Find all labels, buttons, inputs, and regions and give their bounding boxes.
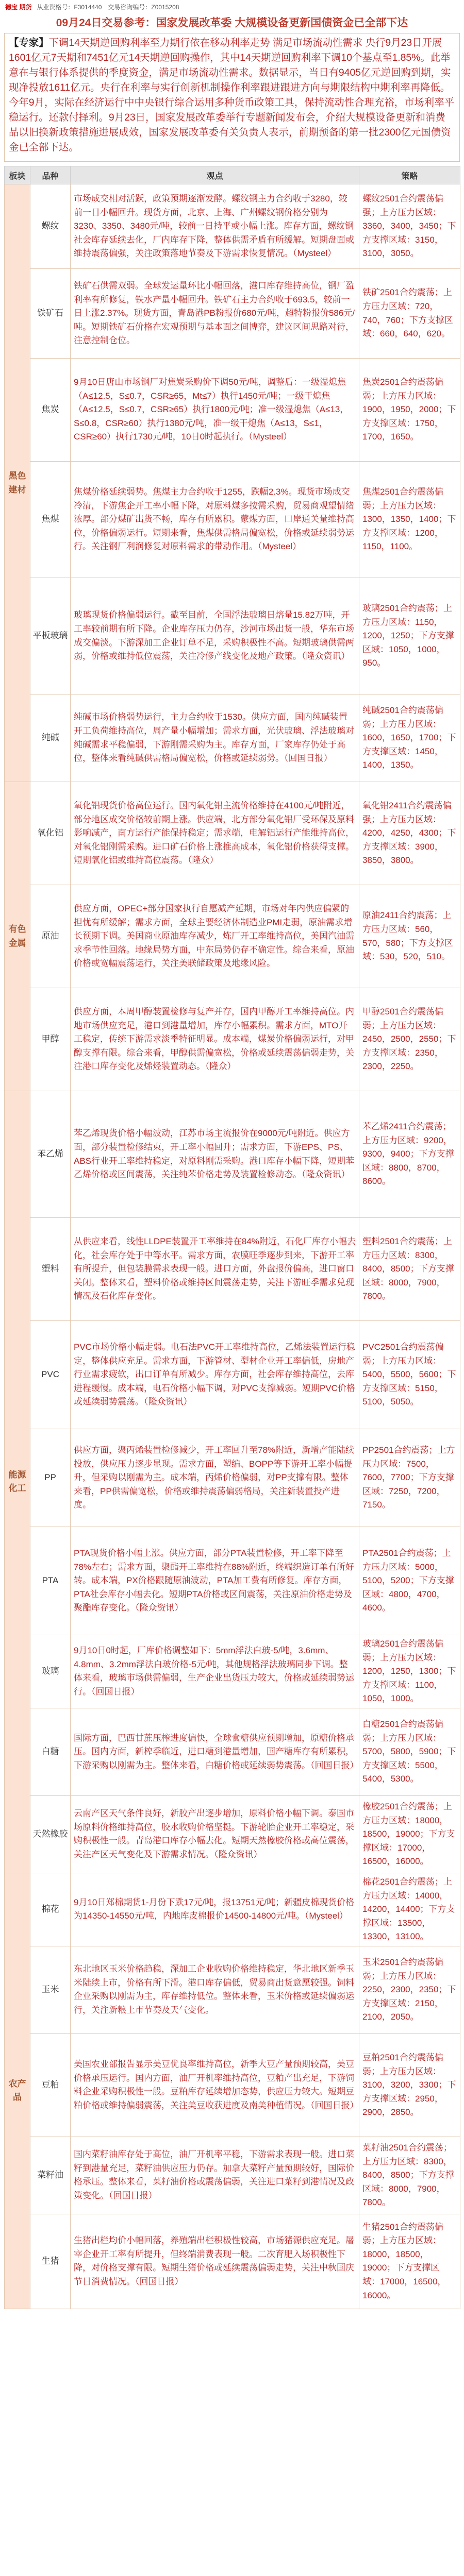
variety-cell: 甲醇 — [30, 988, 71, 1091]
table-row — [5, 184, 460, 269]
variety-cell: 氧化铝 — [30, 782, 71, 885]
view-cell: 纯碱市场价格弱势运行，主力合约收于1530。供应方面，国内纯碱装置开工负荷维持高位，周产量小幅增加；需求方面，光伏玻璃、浮法玻璃对纯碱需求平稳偏弱，下游刚需采购为主。库存方面，厂家库存仍处于高位，整体来看纯碱供需格局偏宽松，价格或延续弱势。（回国日报） — [71, 694, 359, 782]
strategy-cell: 菜籽油2501合约震荡；上方压力区域：8300，8400，8500；下方支撑区域：8000，7900，7800。 — [359, 2137, 460, 2214]
sector-cell: 能源化工 — [5, 1091, 30, 1873]
header-meta: 从业资格号：F3014440 交易咨询编号：Z0015208 — [37, 3, 179, 11]
view-cell: 氧化铝现货价格高位运行。国内氧化铝主流价格维持在4100元/吨附近，部分地区成交价格较前期上涨。供应端，北方部分氧化铝厂受环保及原料影响减产，南方运行产能保持稳定；需求端，电解铝运行产能维持高位，对氧化铝刚需采购。进口矿石价格上涨推高成本，氧化铝价格获得支撑。短期氧化铝或维持高位震荡。（隆众） — [71, 782, 359, 885]
strategy-cell: 棉花2501合约震荡；上方压力区域：14000，14200，14400；下方支撑区域：13500，13300，13100。 — [359, 1873, 460, 1946]
market-table — [4, 166, 460, 2309]
table-row — [5, 1218, 460, 1321]
table-row — [5, 2214, 460, 2309]
strategy-cell: 玉米2501合约震荡偏弱；上方压力区域：2250，2300，2350；下方支撑区域：2150，2100，2050。 — [359, 1946, 460, 2033]
variety-cell: 原油 — [30, 885, 71, 988]
table-row — [5, 885, 460, 988]
strategy-cell: PTA2501合约震荡；上方压力区域：5000，5100，5200；下方支撑区域：4800，4700，4600。 — [359, 1527, 460, 1635]
table-row — [5, 1321, 460, 1429]
table-row — [5, 988, 460, 1091]
table-row — [5, 1527, 460, 1635]
table-row — [5, 694, 460, 782]
col-strategy: 策略 — [359, 166, 460, 184]
view-cell: 9月10日郑棉期货1-月份下跌17元/吨，报13751元/吨；新疆皮棉现货价格为14350-14550元/吨，内地库皮棉报价14500-14800元/吨。（Mysteel） — [71, 1873, 359, 1946]
strategy-cell: 生猪2501合约震荡偏弱；上方压力区域：18000，18500，19000；下方支撑区域：17000，16500，16000。 — [359, 2214, 460, 2309]
variety-cell: 塑料 — [30, 1218, 71, 1321]
variety-cell: 纯碱 — [30, 694, 71, 782]
view-cell: 东北地区玉米价格趋稳，深加工企业收购价格维持稳定，华北地区新季玉米陆续上市，价格有所下滑。港口库存偏低，贸易商出货意愿较强。饲料企业采购以刚需为主，库存维持低位。整体来看，玉米价格或延续偏弱运行，关注新粮上市节奏及天气变化。 — [71, 1946, 359, 2033]
col-variety: 品种 — [30, 166, 71, 184]
view-cell: 9月10日0时起，厂库价格调整如下：5mm浮法白玻-5/吨，3.6mm、4.8mm、3.2mm浮法白玻价格-5元/吨，其他规格浮法玻璃同步下调。整体来看，玻璃市场供需偏弱，生产企业出货压力较大，价格或延续弱势运行。（回国日报） — [71, 1635, 359, 1708]
view-cell: PTA现货价格小幅上涨。供应方面，部分PTA装置检修，开工率下降至78%左右；需求方面，聚酯开工率维持在88%附近，终端织造订单有所好转。成本端，PX价格跟随原油波动，PTA加工费有所修复。库存方面，PTA社会库存小幅去化。短期PTA价格或区间震荡，关注原油价格走势及聚酯库存变化。（隆众资讯） — [71, 1527, 359, 1635]
view-cell: 供应方面，OPEC+部分国家执行自愿减产延期，市场对年内供应偏紧的担忧有所缓解；需求方面，全球主要经济体制造业PMI走弱，原油需求增长预期下调。美国商业原油库存减少，炼厂开工率维持高位，美国汽油需求季节性回落。地缘局势方面，中东局势仍存不确定性。综合来看，原油价格或宽幅震荡运行，关注美联储政策及地缘风险。 — [71, 885, 359, 988]
variety-cell: 生猪 — [30, 2214, 71, 2309]
table-row — [5, 462, 460, 578]
strategy-cell: 焦炭2501合约震荡偏弱；上方压力区域：1900，1950，2000；下方支撑区域：1750，1700，1650。 — [359, 359, 460, 462]
view-cell: 铁矿石供需双弱。全球发运量环比小幅回落，港口库存维持高位，钢厂盈利率有所修复，铁水产量小幅回升。铁矿石主力合约收于693.5，较前一日上涨2.37%。现货方面，青岛港PB粉报价680元/吨，超特粉报价586元/吨。短期铁矿石价格在宏观预期与基本面之间博弈，建议区间思路对待，注意控制仓位。 — [71, 269, 359, 359]
variety-cell: 棉花 — [30, 1873, 71, 1946]
view-cell: 供应方面，聚丙烯装置检修减少，开工率回升至78%附近，新增产能陆续投放，供应压力逐步显现。需求方面，塑编、BOPP等下游开工率小幅提升，但采购以刚需为主。成本端，丙烯价格偏弱，对PP支撑有限。整体来看，PP供需偏宽松，价格或维持震荡偏弱格局，关注新装置投产进度。 — [71, 1429, 359, 1527]
strategy-cell: 焦煤2501合约震荡偏弱；上方压力区域：1300，1350，1400；下方支撑区域：1200，1150，1100。 — [359, 462, 460, 578]
variety-cell: PVC — [30, 1321, 71, 1429]
col-view: 观点 — [71, 166, 359, 184]
variety-cell: 铁矿石 — [30, 269, 71, 359]
focus-text: 下调14天期逆回购利率至力期行依在移动利率走势 满足市场流动性需求 央行9月23日开展1601亿元7天期和7451亿元14天期逆回购操作，其中14天期逆回购利率下调10个基点至1.85%。此举意在与银行体系提供的季度资金，满足市场流动性需求。数据显示，当日有9405亿元逆回购到期，实现净投放1611亿元。央行在利率与实行创新机制操作利率跟进跟进方向与期限结构中期利率再降低。今年9月，实际在经济运行中中央银行综合运用多种货币政策工具，保持流动性合理充裕，市场利率平稳运行。还款付择利。9月23日，国家发展改革委举行专题新闻发布会，介绍大规模设备更新和消费品以旧换新政策措施进展成效，国家发展改革委有关负责人表示，前期预备的第一批2300亿元国债资金已全部下达。 — [9, 37, 454, 153]
table-row — [5, 1429, 460, 1527]
variety-cell: 焦炭 — [30, 359, 71, 462]
table-row — [5, 1708, 460, 1795]
table-row — [5, 578, 460, 694]
focus-label: 【专家】 — [9, 37, 49, 48]
strategy-cell: 苯乙烯2411合约震荡；上方压力区域：9200，9300，9400；下方支撑区域：8800，8700，8600。 — [359, 1091, 460, 1218]
strategy-cell: 纯碱2501合约震荡偏弱；上方压力区域：1600，1650，1700；下方支撑区域：1450，1400，1350。 — [359, 694, 460, 782]
strategy-cell: 玻璃2501合约震荡；上方压力区域：1150，1200，1250；下方支撑区域：1050，1000，950。 — [359, 578, 460, 694]
variety-cell: 平板玻璃 — [30, 578, 71, 694]
strategy-cell: 原油2411合约震荡；上方压力区域：560，570，580；下方支撑区域：530，520，510。 — [359, 885, 460, 988]
strategy-cell: 豆粕2501合约震荡偏弱；上方压力区域：3100，3200，3300；下方支撑区域：2950，2900，2850。 — [359, 2033, 460, 2137]
table-row — [5, 2033, 460, 2137]
sector-cell: 农产品 — [5, 1873, 30, 2309]
table-row — [5, 269, 460, 359]
table-row — [5, 2137, 460, 2214]
focus-box — [4, 33, 460, 162]
strategy-cell: 螺纹2501合约震荡偏强；上方压力区域：3360，3400，3450；下方支撑区域：3150，3100，3050。 — [359, 184, 460, 269]
strategy-cell: 玻璃2501合约震荡偏弱；上方压力区域：1200，1250，1300；下方支撑区域：1100，1050，1000。 — [359, 1635, 460, 1708]
header-bar — [0, 0, 464, 13]
variety-cell: 白糖 — [30, 1708, 71, 1795]
variety-cell: 豆粕 — [30, 2033, 71, 2137]
table-row — [5, 1873, 460, 1946]
variety-cell: 天然橡胶 — [30, 1795, 71, 1873]
strategy-cell: 铁矿2501合约震荡；上方压力区域：720，740，760；下方支撑区域：660，640，620。 — [359, 269, 460, 359]
view-cell: 玻璃现货价格偏弱运行。截至目前，全国浮法玻璃日熔量15.82万吨，开工率较前期有所下降。企业库存压力仍存，沙河市场出货一般，华东市场成交偏淡。下游深加工企业订单不足，采购积极性不高。短期玻璃供需两弱，价格或维持低位震荡，关注冷修产线变化及地产政策。（隆众资讯） — [71, 578, 359, 694]
strategy-cell: PP2501合约震荡；上方压力区域：7500，7600，7700；下方支撑区域：7250，7200，7150。 — [359, 1429, 460, 1527]
view-cell: 供应方面，本周甲醇装置检修与复产并存，国内甲醇开工率维持高位。内地市场供应充足，港口到港量增加，库存小幅累积。需求方面，MTO开工稳定，传统下游需求淡季特征明显。成本端，煤炭价格偏弱运行，对甲醇支撑有限。综合来看，甲醇供需偏宽松，价格或延续震荡偏弱走势，关注港口库存变化及烯烃装置动态。（隆众） — [71, 988, 359, 1091]
variety-cell: 玻璃 — [30, 1635, 71, 1708]
variety-cell: PP — [30, 1429, 71, 1527]
view-cell: 从供应来看，线性LLDPE装置开工率维持在84%附近，石化厂库存小幅去化，社会库存处于中等水平。需求方面，农膜旺季逐步到来，下游开工率有所提升，但包装膜需求表现一般。进口方面，外盘报价偏高，进口窗口关闭。整体来看，塑料价格或维持区间震荡走势，关注下游旺季需求兑现情况及石化库存变化。 — [71, 1218, 359, 1321]
variety-cell: 菜籽油 — [30, 2137, 71, 2214]
table-header-row — [5, 166, 460, 184]
view-cell: 国内菜籽油库存处于高位，油厂开机率平稳，下游需求表现一般。进口菜籽到港量充足，菜籽油供应压力仍存。加拿大菜籽产量预期较好，国际价格承压。整体来看，菜籽油价格或震荡偏弱，关注进口菜籽到港情况及政策变化。（回国日报） — [71, 2137, 359, 2214]
view-cell: 国际方面，巴西甘蔗压榨进度偏快，全球食糖供应预期增加，原糖价格承压。国内方面，新榨季临近，进口糖到港量增加，国产糖库存有所累积，下游采购以刚需为主。整体来看，白糖价格或延续弱势震荡。（回国日报） — [71, 1708, 359, 1795]
view-cell: PVC市场价格小幅走弱。电石法PVC开工率维持高位，乙烯法装置运行稳定，整体供应充足。需求方面，下游管材、型材企业开工率偏低，房地产行业需求疲软，出口订单有所减少。库存方面，社会库存维持高位，去库进程缓慢。成本端，电石价格小幅下调，对PVC支撑减弱。短期PVC价格或延续弱势震荡。（隆众资讯） — [71, 1321, 359, 1429]
strategy-cell: PVC2501合约震荡偏弱；上方压力区域：5400，5500，5600；下方支撑区域：5150，5100，5050。 — [359, 1321, 460, 1429]
col-sector: 板块 — [5, 166, 30, 184]
view-cell: 生猪出栏均价小幅回落，养殖端出栏积极性较高，市场猪源供应充足。屠宰企业开工率有所提升，但终端消费表现一般。二次育肥入场积极性下降，对价格支撑有限。短期生猪价格或延续震荡偏弱走势，关注中秋国庆节日消费情况。（回国日报） — [71, 2214, 359, 2309]
company-logo: 德宝 期货 — [5, 3, 32, 11]
table-row — [5, 1635, 460, 1708]
view-cell: 市场成交相对活跃，政策预期逐渐发酵。螺纹钢主力合约收于3280，较前一日小幅回升。现货方面，北京、上海、广州螺纹钢价格分别为3230、3350、3480元/吨，较前一日持平或小幅上涨。库存方面，螺纹钢社会库存延续去化，厂内库存下降，整体供需矛盾有所缓解。短期盘面或维持震荡偏强，关注政策落地节奏及下游需求恢复情况。（Mysteel） — [71, 184, 359, 269]
sector-cell: 黑色建材 — [5, 184, 30, 782]
strategy-cell: 氧化铝2411合约震荡偏强；上方压力区域：4200，4250，4300；下方支撑区域：3900，3850，3800。 — [359, 782, 460, 885]
strategy-cell: 白糖2501合约震荡偏弱；上方压力区域：5700，5800，5900；下方支撑区域：5500，5400，5300。 — [359, 1708, 460, 1795]
page-title: 09月24日交易参考：国家发展改革委 大规模设备更新国债资金已全部下达 — [56, 17, 408, 29]
variety-cell: 焦煤 — [30, 462, 71, 578]
table-row — [5, 1946, 460, 2033]
strategy-cell: 塑料2501合约震荡；上方压力区域：8300，8400，8500；下方支撑区域：8000，7900，7800。 — [359, 1218, 460, 1321]
variety-cell: PTA — [30, 1527, 71, 1635]
variety-cell: 苯乙烯 — [30, 1091, 71, 1218]
view-cell: 焦煤价格延续弱势。焦煤主力合约收于1255，跌幅2.3%。现货市场成交冷清，下游焦企开工率小幅下降，对原料煤多按需采购，贸易商观望情绪浓厚。部分煤矿出货不畅，库存有所累积。蒙煤方面，口岸通关量维持高位，价格偏弱运行。短期来看，焦煤供需格局偏宽松，价格或延续弱势运行。关注钢厂利润修复对原料需求的带动作用。（Mysteel） — [71, 462, 359, 578]
table-row — [5, 1091, 460, 1218]
view-cell: 9月10日唐山市场钢厂对焦炭采购价下调50元/吨，调整后：一级湿熄焦（A≤12.5，S≤0.7，CSR≥65，Mt≤7）执行1450元/吨；一级干熄焦（A≤12.5，S≤0.7，CSR≥65）执行1800元/吨；准一级湿熄焦（A≤13，S≤0.8，CSR≥60）执行1380元/吨，准一级干熄焦（A≤13，S≤1，CSR≥60）执行1730元/吨，10日0时起执行。（Mysteel） — [71, 359, 359, 462]
table-row — [5, 359, 460, 462]
strategy-cell: 橡胶2501合约震荡；上方压力区域：18000，18500，19000；下方支撑区域：17000，16500，16000。 — [359, 1795, 460, 1873]
variety-cell: 螺纹 — [30, 184, 71, 269]
table-row — [5, 1795, 460, 1873]
strategy-cell: 甲醇2501合约震荡偏弱；上方压力区域：2450，2500，2550；下方支撑区域：2350，2300，2250。 — [359, 988, 460, 1091]
view-cell: 苯乙烯现货价格小幅波动，江苏市场主流报价在9000元/吨附近。供应方面，部分装置检修结束，开工率小幅回升；需求方面，下游EPS、PS、ABS行业开工率维持稳定，对原料刚需采购。港口库存小幅下降，短期苯乙烯价格或区间震荡，关注纯苯价格走势及装置检修动态。（隆众资讯） — [71, 1091, 359, 1218]
view-cell: 云南产区天气条件良好，新胶产出逐步增加，原料价格小幅下调。泰国市场原料价格维持高位，胶水收购价格坚挺。下游轮胎企业开工率稳定，采购积极性一般。青岛港口库存小幅去化。短期天然橡胶价格或高位震荡，关注产区天气变化及下游需求情况。（隆众资讯） — [71, 1795, 359, 1873]
sector-cell: 有色金属 — [5, 782, 30, 1091]
variety-cell: 玉米 — [30, 1946, 71, 2033]
view-cell: 美国农业部报告显示美豆优良率维持高位，新季大豆产量预期较高，美豆价格承压运行。国内方面，油厂开机率维持高位，豆粕产出充足，下游饲料企业采购积极性一般。豆粕库存延续增加态势，供应压力较大。短期豆粕价格或维持偏弱震荡，关注美豆收获进度及南美种植情况。（回国日报） — [71, 2033, 359, 2137]
table-row — [5, 782, 460, 885]
